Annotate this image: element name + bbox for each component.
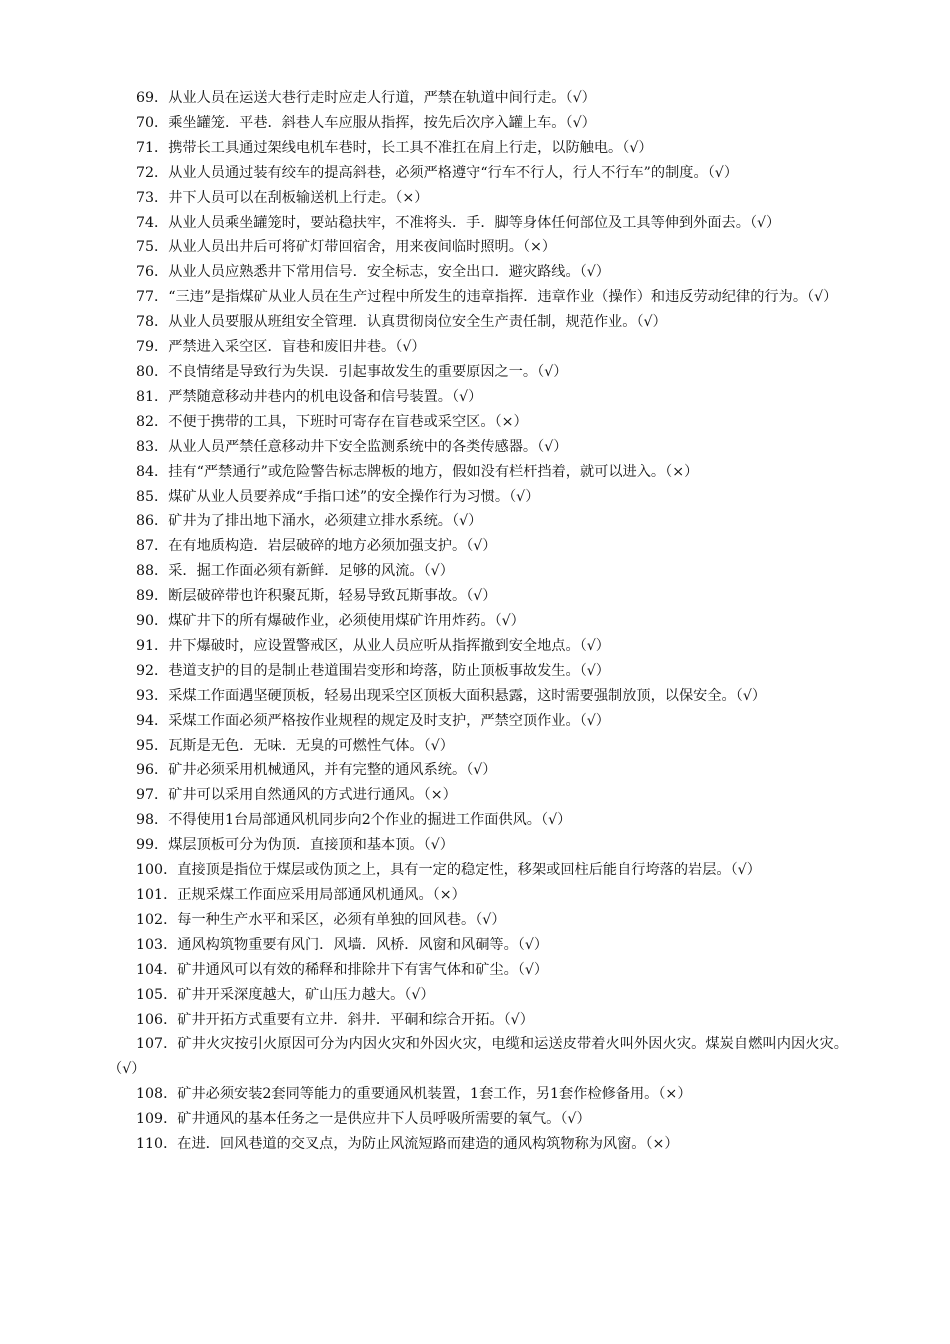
- question-item: 94．采煤工作面必须严格按作业规程的规定及时支护，严禁空顶作业。（√）: [136, 712, 610, 729]
- question-item: 101．正规采煤工作面应采用局部通风机通风。（×）: [136, 887, 466, 903]
- question-item: 79．严禁进入采空区．盲巷和废旧井巷。（√）: [136, 339, 426, 356]
- question-item: 108．矿井必须安装2套同等能力的重要通风机装置，1套工作，另1套作检修备用。（×）: [136, 1086, 692, 1103]
- question-item: 72．从业人员通过装有绞车的提高斜巷，必须严格遵守“行车不行人，行人不行车”的制度。（√）: [136, 164, 739, 181]
- question-item: 69．从业人员在运送大巷行走时应走人行道，严禁在轨道中间行走。（√）: [136, 90, 596, 106]
- document-page: [108, 86, 848, 1157]
- question-item: 104．矿井通风可以有效的稀释和排除井下有害气体和矿尘。（√）: [136, 961, 549, 978]
- question-item: 107．矿井火灾按引火原因可分为内因火灾和外因火灾，电缆和运送皮带着火叫外因火灾。煤炭自燃叫内因火灾。（√）: [108, 1036, 848, 1078]
- question-item: 89．断层破碎带也许积聚瓦斯，轻易导致瓦斯事故。（√）: [136, 588, 497, 605]
- question-item: 96．矿井必须采用机械通风，并有完整的通风系统。（√）: [136, 762, 497, 779]
- question-item: 93．采煤工作面遇坚硬顶板，轻易出现采空区顶板大面积悬露，这时需要强制放顶，以保安全。（√）: [136, 687, 767, 704]
- question-item: 76．从业人员应熟悉井下常用信号．安全标志，安全出口．避灾路线。（√）: [136, 264, 610, 281]
- question-item: 88．采．掘工作面必须有新鲜．足够的风流。（√）: [136, 563, 454, 580]
- question-item: 106．矿井开拓方式重要有立井．斜井．平硐和综合开拓。（√）: [136, 1011, 534, 1028]
- question-item: 74．从业人员乘坐罐笼时，要站稳扶牢，不准将头．手．脚等身体任何部位及工具等伸到外面去。（√）: [136, 214, 781, 231]
- question-item: 87．在有地质构造．岩层破碎的地方必须加强支护。（√）: [136, 538, 497, 555]
- question-item: 105．矿井开采深度越大，矿山压力越大。（√）: [136, 986, 435, 1003]
- question-item: 92．巷道支护的目的是制止巷道围岩变形和垮落，防止顶板事故发生。（√）: [136, 662, 610, 679]
- question-item: 91．井下爆破时，应设置警戒区，从业人员应听从指挥撤到安全地点。（√）: [136, 637, 610, 654]
- question-item: 100．直接顶是指位于煤层或伪顶之上，具有一定的稳定性，移架或回柱后能自行垮落的岩层。（√）: [136, 862, 761, 879]
- question-item: 98．不得使用1台局部通风机同步向2个作业的掘进工作面供风。（√）: [136, 812, 572, 829]
- question-item: 103．通风构筑物重要有风门．风墙．风桥．风窗和风硐等。（√）: [136, 936, 549, 953]
- question-item: 82．不便于携带的工具，下班时可寄存在盲巷或采空区。（×）: [136, 413, 528, 430]
- question-item: 80．不良情绪是导致行为失误．引起事故发生的重要原因之一。（√）: [136, 363, 568, 380]
- question-item: 81．严禁随意移动井巷内的机电设备和信号装置。（√）: [136, 388, 483, 405]
- question-item: 84．挂有“严禁通行”或危险警告标志牌板的地方，假如没有栏杆挡着，就可以进入。（×）: [136, 463, 699, 480]
- question-item: 109．矿井通风的基本任务之一是供应井下人员呼吸所需要的氧气。（√）: [136, 1111, 591, 1128]
- question-item: 110．在进．回风巷道的交叉点，为防止风流短路而建造的通风构筑物称为风窗。（×）: [136, 1136, 679, 1153]
- question-item: 90．煤矿井下的所有爆破作业，必须使用煤矿许用炸药。（√）: [136, 613, 525, 630]
- question-item: 102．每一种生产水平和采区，必须有单独的回风巷。（√）: [136, 911, 506, 928]
- question-item: 73．井下人员可以在刮板输送机上行走。（×）: [136, 189, 429, 206]
- question-item: 99．煤层顶板可分为伪顶．直接顶和基本顶。（√）: [136, 837, 454, 854]
- question-item: 85．煤矿从业人员要养成“手指口述”的安全操作行为习惯。（√）: [136, 488, 540, 505]
- question-item: 86．矿井为了排出地下涌水，必须建立排水系统。（√）: [136, 513, 483, 530]
- question-item: 71．携带长工具通过架线电机车巷时，长工具不准扛在肩上行走，以防触电。（√）: [136, 139, 653, 156]
- question-item: 97．矿井可以采用自然通风的方式进行通风。（×）: [136, 787, 457, 804]
- question-item: 78．从业人员要服从班组安全管理．认真贯彻岗位安全生产责任制，规范作业。（√）: [136, 314, 667, 331]
- question-item: 75．从业人员出井后可将矿灯带回宿舍，用来夜间临时照明。（×）: [136, 239, 557, 256]
- question-item: 70．乘坐罐笼．平巷．斜巷人车应服从指挥，按先后次序入罐上车。（√）: [136, 114, 596, 131]
- question-item: 95．瓦斯是无色．无味．无臭的可燃性气体。（√）: [136, 737, 454, 754]
- question-item: 77．“三违”是指煤矿从业人员在生产过程中所发生的违章指挥．违章作业（操作）和违反劳动纪律的行为。（√）: [136, 289, 838, 306]
- question-item: 83．从业人员严禁任意移动井下安全监测系统中的各类传感器。（√）: [136, 438, 568, 455]
